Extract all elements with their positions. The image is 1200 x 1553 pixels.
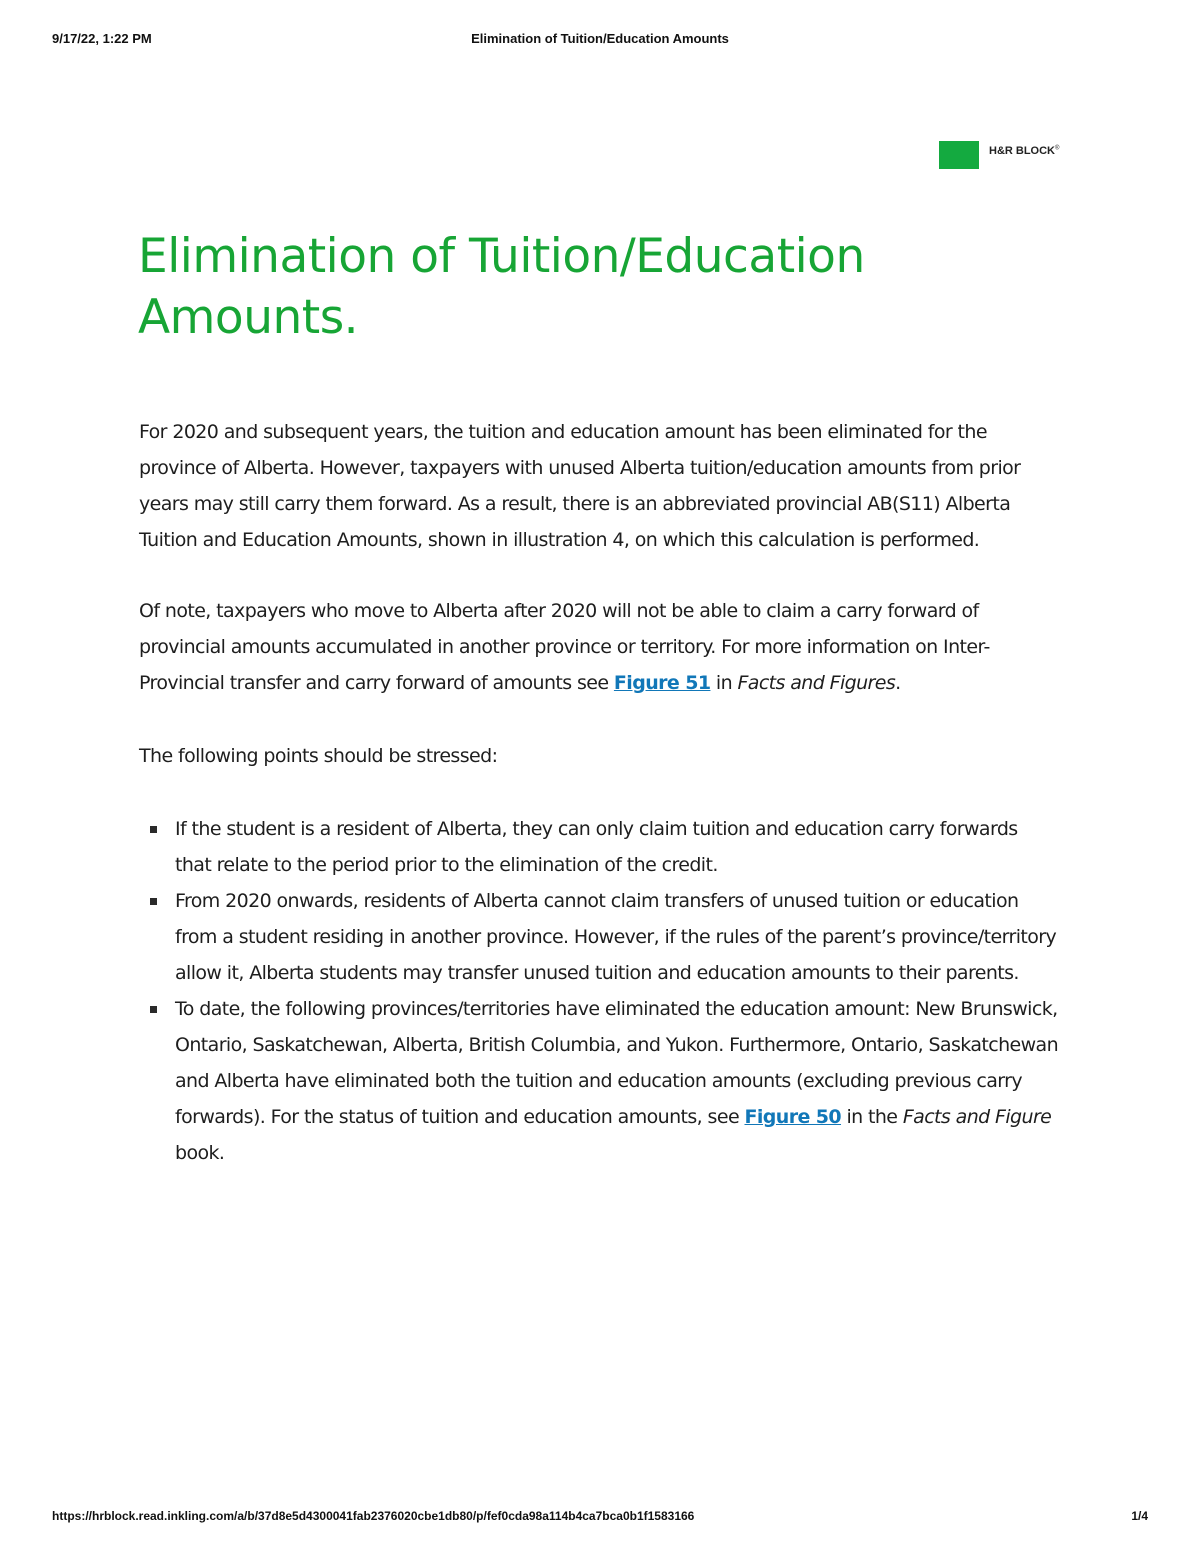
logo-wordmark: H&R BLOCK® <box>989 145 1060 157</box>
page-number: 1/4 <box>1131 1509 1148 1523</box>
article-body <box>139 414 1059 1171</box>
paragraph-intro: For 2020 and subsequent years, the tuition and education amount has been eliminated for the province of Alberta. However, taxpayers with unused Alberta tuition/education amounts from prior years may still carry them forward. As a result, there is an abbreviated provincial AB(S11) Alberta Tuition and Education Amounts, shown in illustration 4, on which this calculation is performed. <box>139 421 1021 551</box>
print-footer <box>0 1509 1200 1529</box>
points-list <box>139 811 1059 1171</box>
list-item: To date, the following provinces/territories have eliminated the education amount: New Brunswick, Ontario, Saskatchewan, Alberta, British Columbia, and Yukon. Furthermore, Ontario, Saskatchewan and Alberta have eliminated both the tuition and education amounts (excluding previous carry forwards). For the status of tuition and education amounts, see Figure 50 in the Facts and Figure book. <box>139 991 1059 1171</box>
page-title-line-1: Elimination of Tuition/Education <box>138 229 865 284</box>
paragraph-points-intro: The following points should be stressed: <box>139 745 498 767</box>
print-url: https://hrblock.read.inkling.com/a/b/37d8e5d4300041fab2376020cbe1db80/p/fef0cda98a114b4ca7bca0b1f1583166 <box>52 1509 695 1523</box>
list-item: If the student is a resident of Alberta, they can only claim tuition and education carry forwards that relate to the period prior to the elimination of the credit. <box>139 811 1059 883</box>
print-timestamp: 9/17/22, 1:22 PM <box>52 31 152 46</box>
facts-and-figure-ref: Facts and Figure <box>902 1106 1052 1128</box>
list-item: From 2020 onwards, residents of Alberta cannot claim transfers of unused tuition or education from a student residing in another province. However, if the rules of the parent’s province/territory allow it, Alberta students may transfer unused tuition and education amounts to their parents. <box>139 883 1059 991</box>
logo-square-icon <box>939 141 979 169</box>
page-title <box>138 226 1038 348</box>
trademark-mark: ® <box>1055 145 1060 152</box>
paragraph-note: Of note, taxpayers who move to Alberta after 2020 will not be able to claim a carry forward of provincial amounts accumulated in another province or territory. For more information on Inter-Provincial transfer and carry forward of amounts see Figure 51 in Facts and Figures. <box>139 600 990 694</box>
figure-50-link[interactable]: Figure 50 <box>744 1106 842 1128</box>
print-header <box>0 31 1200 51</box>
page-title-line-2: Amounts. <box>138 290 359 345</box>
figure-51-link[interactable]: Figure 51 <box>613 672 711 694</box>
print-page-title: Elimination of Tuition/Education Amounts <box>471 31 729 46</box>
facts-and-figures-ref: Facts and Figures <box>737 672 896 694</box>
